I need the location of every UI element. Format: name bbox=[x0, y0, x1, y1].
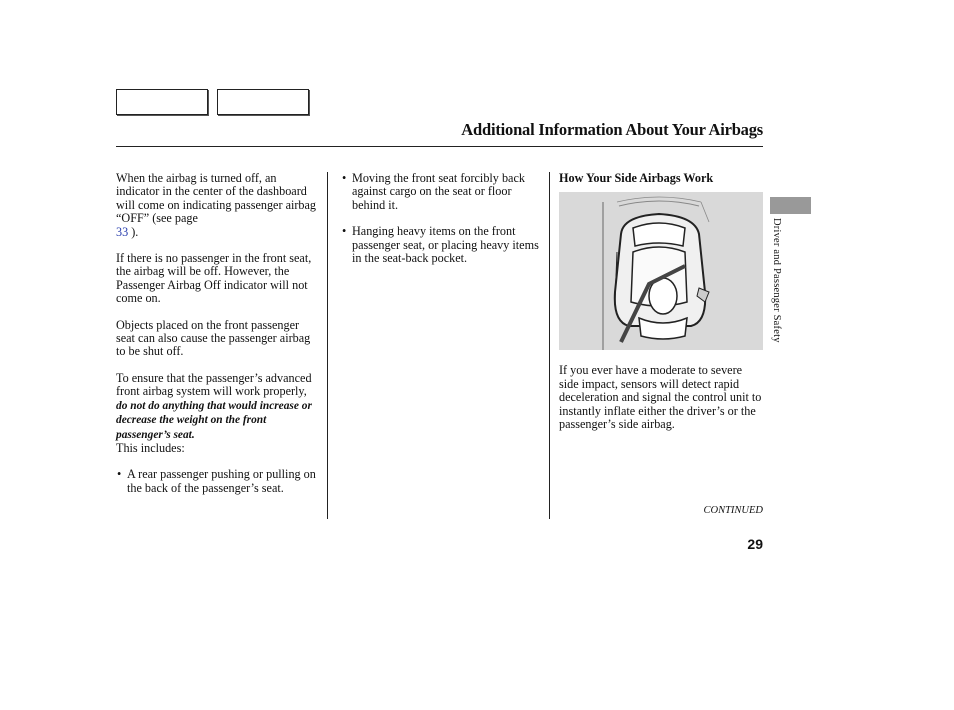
section-subheading: How Your Side Airbags Work bbox=[559, 171, 714, 185]
column-divider bbox=[327, 172, 328, 519]
column-divider bbox=[549, 172, 550, 519]
paragraph-indicator: When the airbag is turned off, an indicator in the center of the dashboard will come on indicating passenger airbag “OFF” (see page 33 ). bbox=[116, 171, 317, 239]
warning-emphasis: do not do anything that would increase or decrease the weight on the front passenger’s seat. bbox=[116, 399, 312, 441]
nav-button-2[interactable] bbox=[217, 89, 309, 115]
page-title: Additional Information About Your Airbags bbox=[461, 120, 763, 139]
paragraph-no-passenger: If there is no passenger in the front seat, the airbag will be off. However, the Passenger Airbag Off indicator will not come on. bbox=[116, 251, 312, 306]
title-rule bbox=[116, 146, 763, 147]
continued-label: CONTINUED bbox=[703, 505, 763, 516]
side-airbag-illustration bbox=[559, 192, 763, 350]
paragraph-side-impact: If you ever have a moderate to severe side impact, sensors will detect rapid deceleration and signal the control unit to instantly inflate either the driver’s or the passenger’s side airbag. bbox=[559, 363, 762, 432]
paragraph-ensure: To ensure that the passenger’s advanced front airbag system will work properly, do not do anything that would increase or decrease the weight on the front passenger’s seat. This includes: bbox=[116, 370, 312, 455]
column-left bbox=[116, 172, 321, 508]
page-number: 29 bbox=[747, 536, 763, 552]
list-item: • Hanging heavy items on the front passenger seat, or placing heavy items in the seat-back pocket. bbox=[342, 224, 539, 266]
list-item: • A rear passenger pushing or pulling on the back of the passenger’s seat. bbox=[117, 467, 316, 495]
section-label: Driver and Passenger Safety bbox=[771, 218, 782, 343]
list-item: • Moving the front seat forcibly back against cargo on the seat or floor behind it. bbox=[342, 171, 525, 212]
seat-diagram-icon bbox=[559, 192, 763, 350]
page-link[interactable]: 33 bbox=[116, 224, 129, 239]
paragraph-objects: Objects placed on the front passenger seat can also cause the passenger airbag to be shut off. bbox=[116, 317, 311, 359]
section-tab[interactable] bbox=[770, 197, 811, 214]
nav-button-1[interactable] bbox=[116, 89, 208, 115]
column-middle bbox=[341, 172, 541, 278]
column-right bbox=[559, 172, 763, 444]
